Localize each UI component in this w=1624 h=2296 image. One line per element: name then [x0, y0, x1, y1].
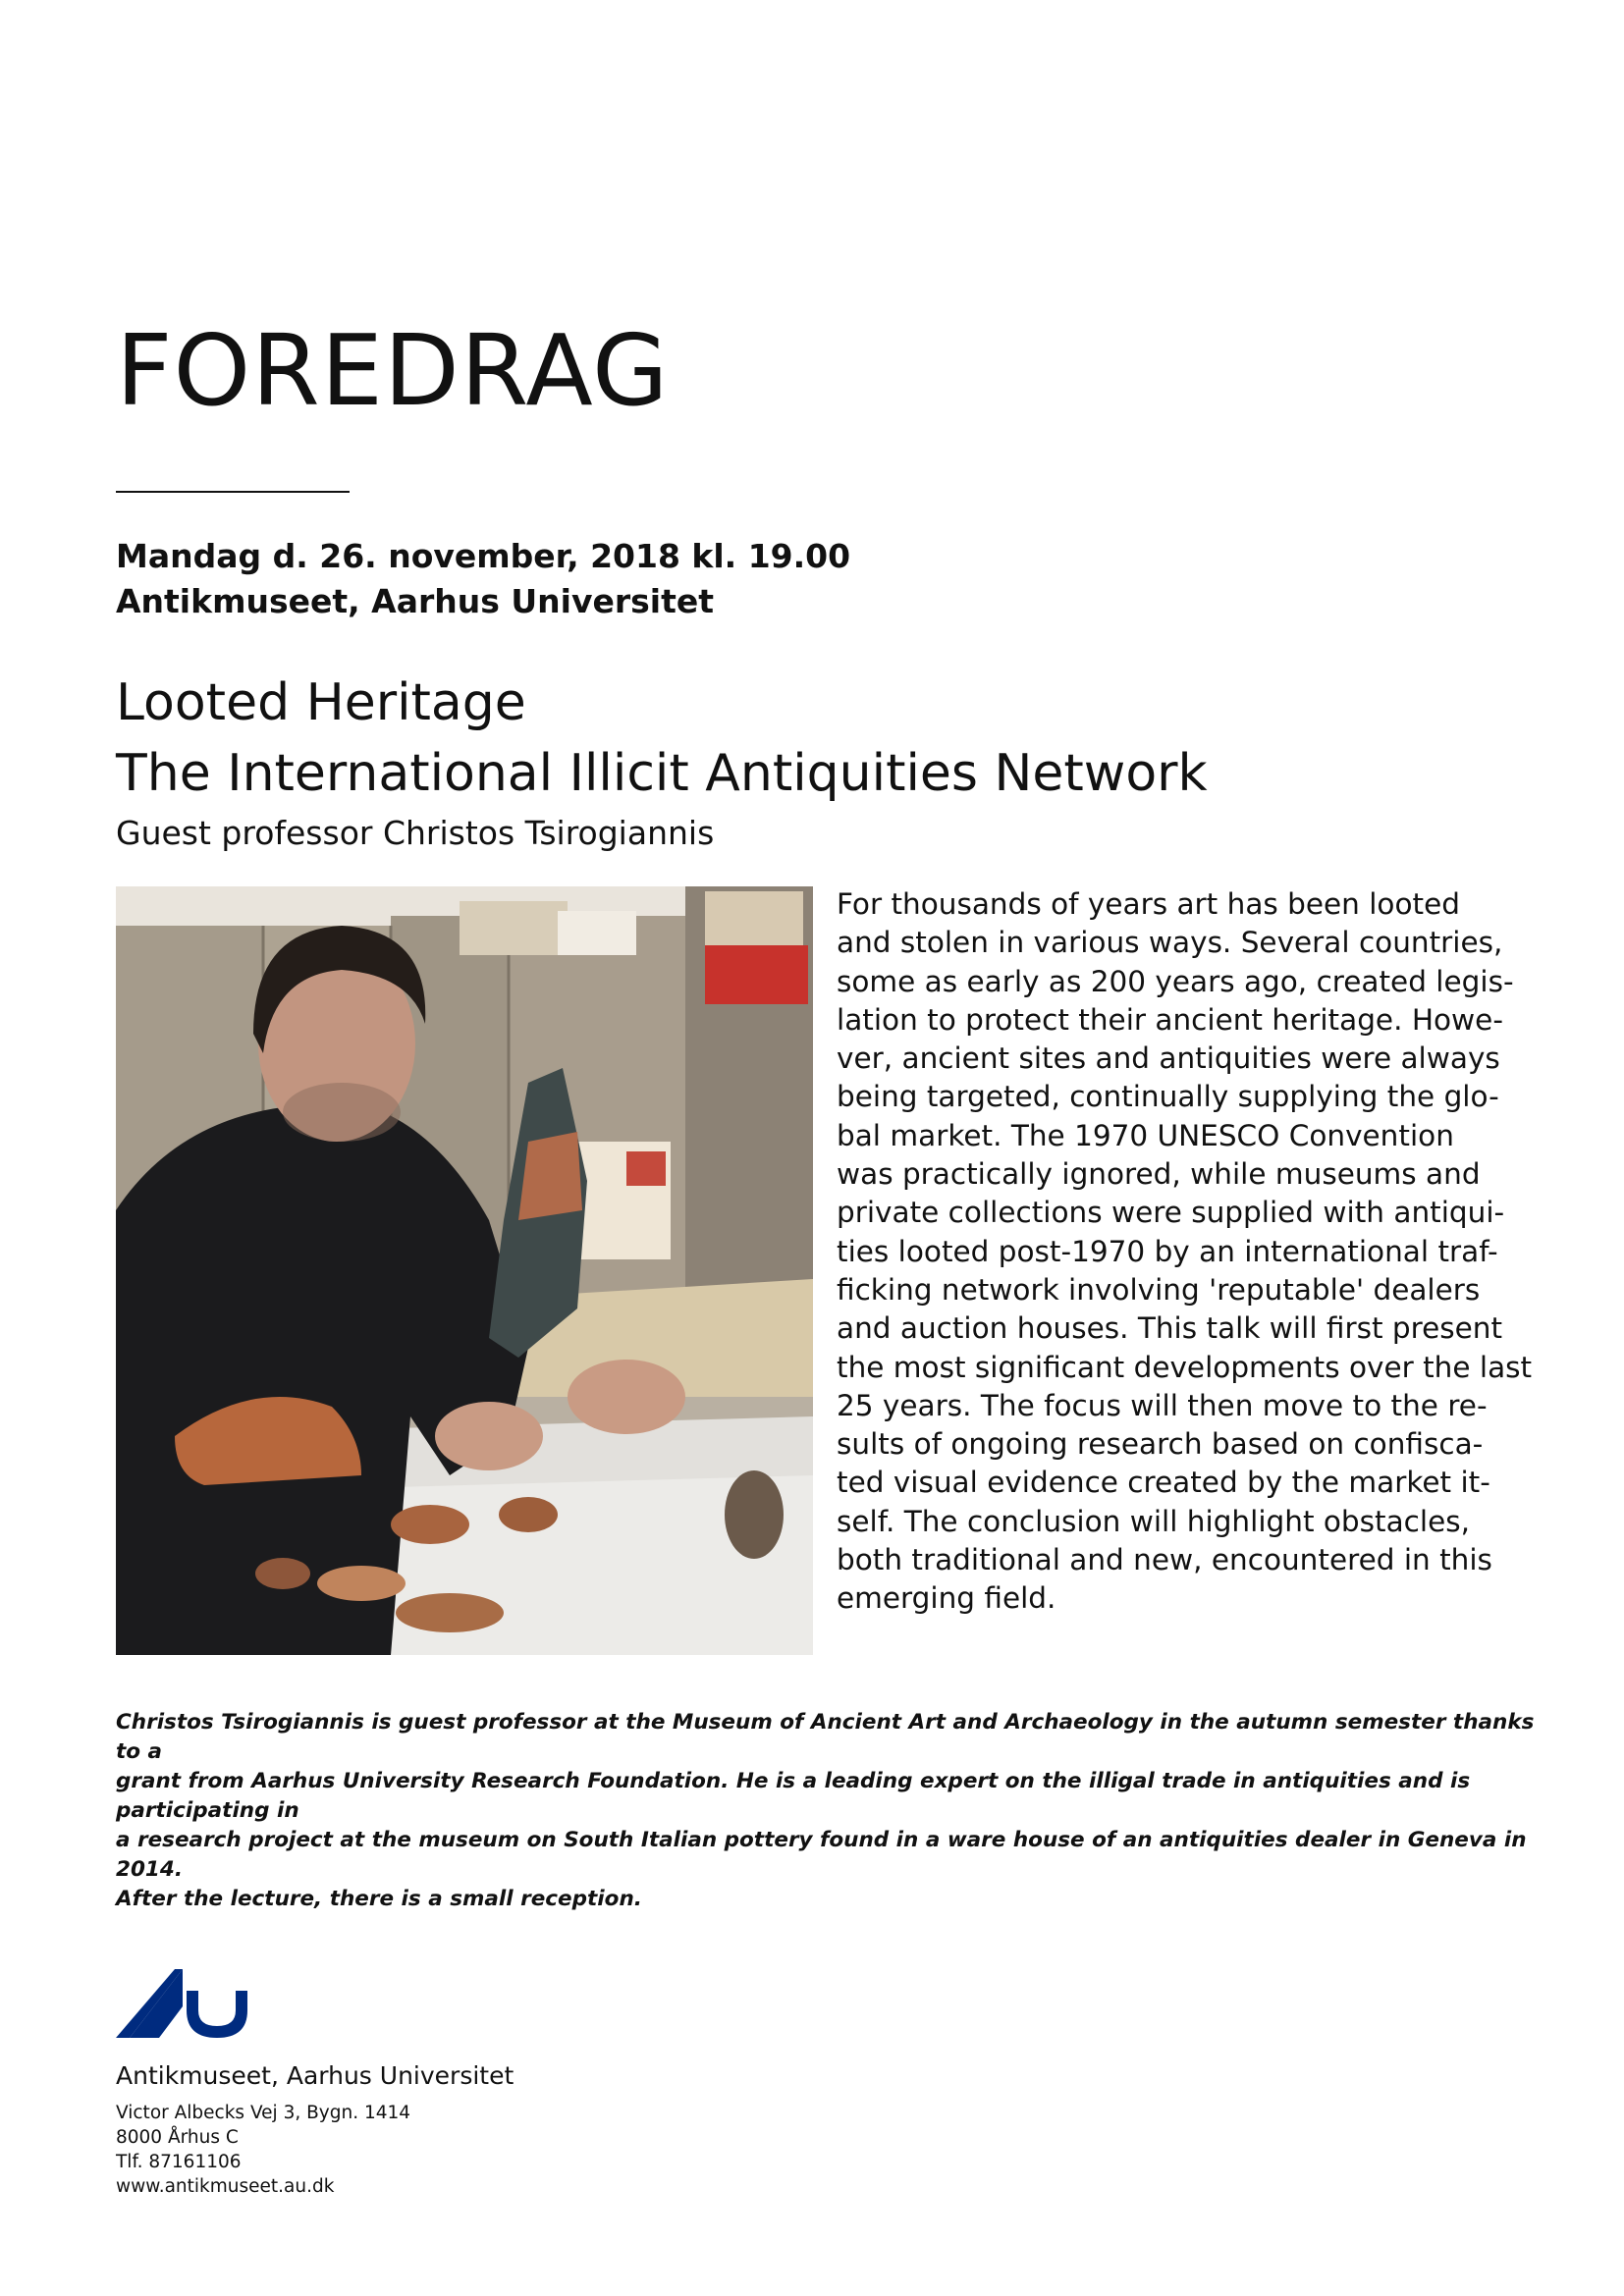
speaker-photo	[116, 886, 813, 1655]
event-info	[116, 534, 850, 624]
abstract-text: For thousands of years art has been looted and stolen in various ways. Several countries, some as early as 200 years ago, created legis- lation to protect their ancient heritage. Howe- ver, ancient sites and antiquities were always being targeted, continually supplying the glo- bal market. The 1970 UNESCO Convention was practically ignored, while museums and private collections were supplied with antiqui- ties looted post-1970 by an international traf- ficking network involving 'reputable' dealers and auction houses. This talk will first present the most significant developments over the last 25 years. The focus will then move to the re- sults of ongoing research based on confisca- ted visual evidence created by the market it- self. The conclusion will highlight obstacles, both traditional and new, encountered in this emerging field.	[837, 887, 1533, 1616]
lecture-title-line1: Looted Heritage	[116, 673, 526, 732]
title-divider	[116, 491, 350, 493]
footer-address	[116, 2101, 410, 2199]
au-logo-icon	[116, 1969, 253, 2040]
event-date: Mandag d. 26. november, 2018 kl. 19.00	[116, 537, 851, 575]
speaker-bio: Christos Tsirogiannis is guest professor at the Museum of Ancient Art and Archaeology in the autumn semester thanks to a grant from Aarhus University Research Foundation. He is a leading expert on the illigal trade in antiquities and is participating in a research project at the museum on South Italian pottery found in a ware house of an antiquities dealer in Geneva in 2014. After the lecture, there is a small reception.	[116, 1710, 1535, 1911]
lecture-title-line2: The International Illicit Antiquities Network	[116, 744, 1208, 803]
footer-street: Victor Albecks Vej 3, Bygn. 1414	[116, 2103, 411, 2123]
lecture-title	[116, 667, 1208, 809]
footer-city: 8000 Århus C	[116, 2127, 239, 2148]
event-venue: Antikmuseet, Aarhus Universitet	[116, 582, 715, 620]
footer-phone: Tlf. 87161106	[116, 2152, 242, 2172]
lecture-speaker: Guest professor Christos Tsirogiannis	[116, 814, 715, 852]
page-title: FOREDRAG	[116, 313, 670, 428]
footer-website[interactable]: www.antikmuseet.au.dk	[116, 2176, 335, 2197]
footer-institution: Antikmuseet, Aarhus Universitet	[116, 2061, 514, 2090]
